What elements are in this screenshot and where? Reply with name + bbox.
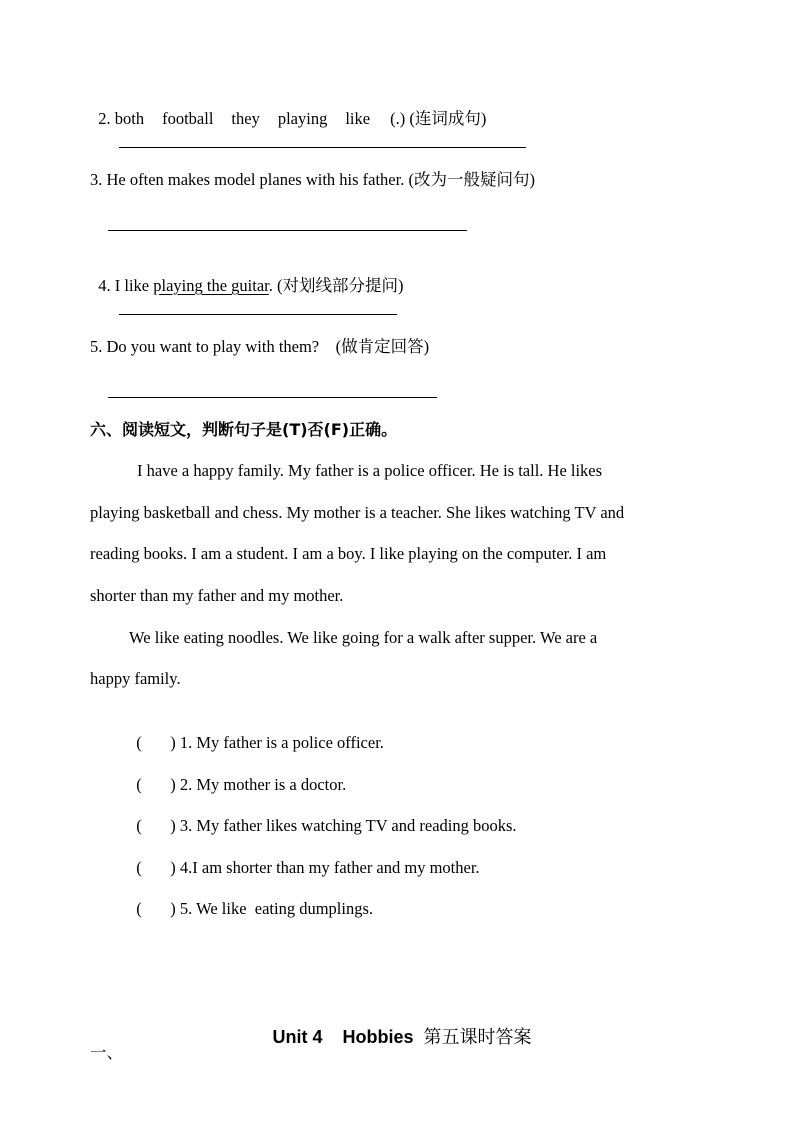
q4-answer-line[interactable] (119, 314, 397, 315)
passage-line-6: happy family. (90, 669, 181, 688)
q3-answer-line[interactable] (108, 230, 467, 231)
answer-paren-open[interactable]: ( (136, 816, 142, 835)
passage-line-5: We like eating noodles. We like going for a walk after supper. We are a (129, 628, 598, 647)
section-6-title: 六、阅读短文，判断句子是(T)否(F)正确。 (90, 420, 398, 439)
judgement-item (128, 876, 373, 920)
judgement-text: 4.I am shorter than my father and my mother. (179, 858, 480, 877)
question-2 (90, 86, 486, 130)
answer-item-one: 一、 (90, 1043, 123, 1062)
q2-word-3: they (231, 109, 260, 128)
passage-line-1: I have a happy family. My father is a police officer. He is tall. He likes (137, 461, 603, 480)
q2-instruction: (.) (连词成句) (390, 109, 487, 128)
question-4 (90, 253, 403, 297)
q5-answer-line[interactable] (108, 397, 437, 398)
judgement-item (128, 835, 480, 879)
answer-paren-close[interactable]: ) (170, 899, 176, 918)
answer-paren-close[interactable]: ) (170, 775, 176, 794)
answer-paren-open[interactable]: ( (136, 899, 142, 918)
answer-paren-close[interactable]: ) (170, 733, 176, 752)
q2-word-1: 2. both (98, 109, 145, 128)
answer-paren-open[interactable]: ( (136, 858, 142, 877)
q2-answer-line[interactable] (119, 147, 526, 148)
answer-paren-close[interactable]: ) (170, 858, 176, 877)
answer-paren-open[interactable]: ( (136, 775, 142, 794)
q2-word-5: like (345, 109, 371, 128)
q2-word-4: playing (277, 109, 328, 128)
question-3: 3. He often makes model planes with his father. (改为一般疑问句) (90, 170, 535, 189)
judgement-text: 2. My mother is a doctor. (179, 775, 347, 794)
question-5: 5. Do you want to play with them? (做肯定回答) (90, 337, 430, 356)
answer-paren-open[interactable]: ( (136, 733, 142, 752)
answer-title-en: Unit 4 Hobbies (272, 1027, 424, 1047)
passage-line-4: shorter than my father and my mother. (90, 586, 344, 605)
judgement-text: 3. My father likes watching TV and reading books. (179, 816, 517, 835)
passage-line-3: reading books. I am a student. I am a boy. I like playing on the computer. I am (90, 544, 607, 563)
q4-suffix: . (对划线部分提问) (268, 276, 404, 295)
answer-paren-close[interactable]: ) (170, 816, 176, 835)
judgement-item (128, 710, 384, 754)
answer-title-cn: 第五课时答案 (423, 1027, 532, 1048)
judgement-text: 5. We like eating dumplings. (179, 899, 374, 918)
q4-prefix: 4. I like (98, 276, 154, 295)
passage-line-2: playing basketball and chess. My mother is a teacher. She likes watching TV and (90, 503, 625, 522)
judgement-text: 1. My father is a police officer. (179, 733, 384, 752)
judgement-item (128, 752, 346, 796)
judgement-item (128, 793, 517, 837)
q2-word-2: football (162, 109, 214, 128)
q4-underlined-phrase: playing the guitar (153, 276, 269, 295)
